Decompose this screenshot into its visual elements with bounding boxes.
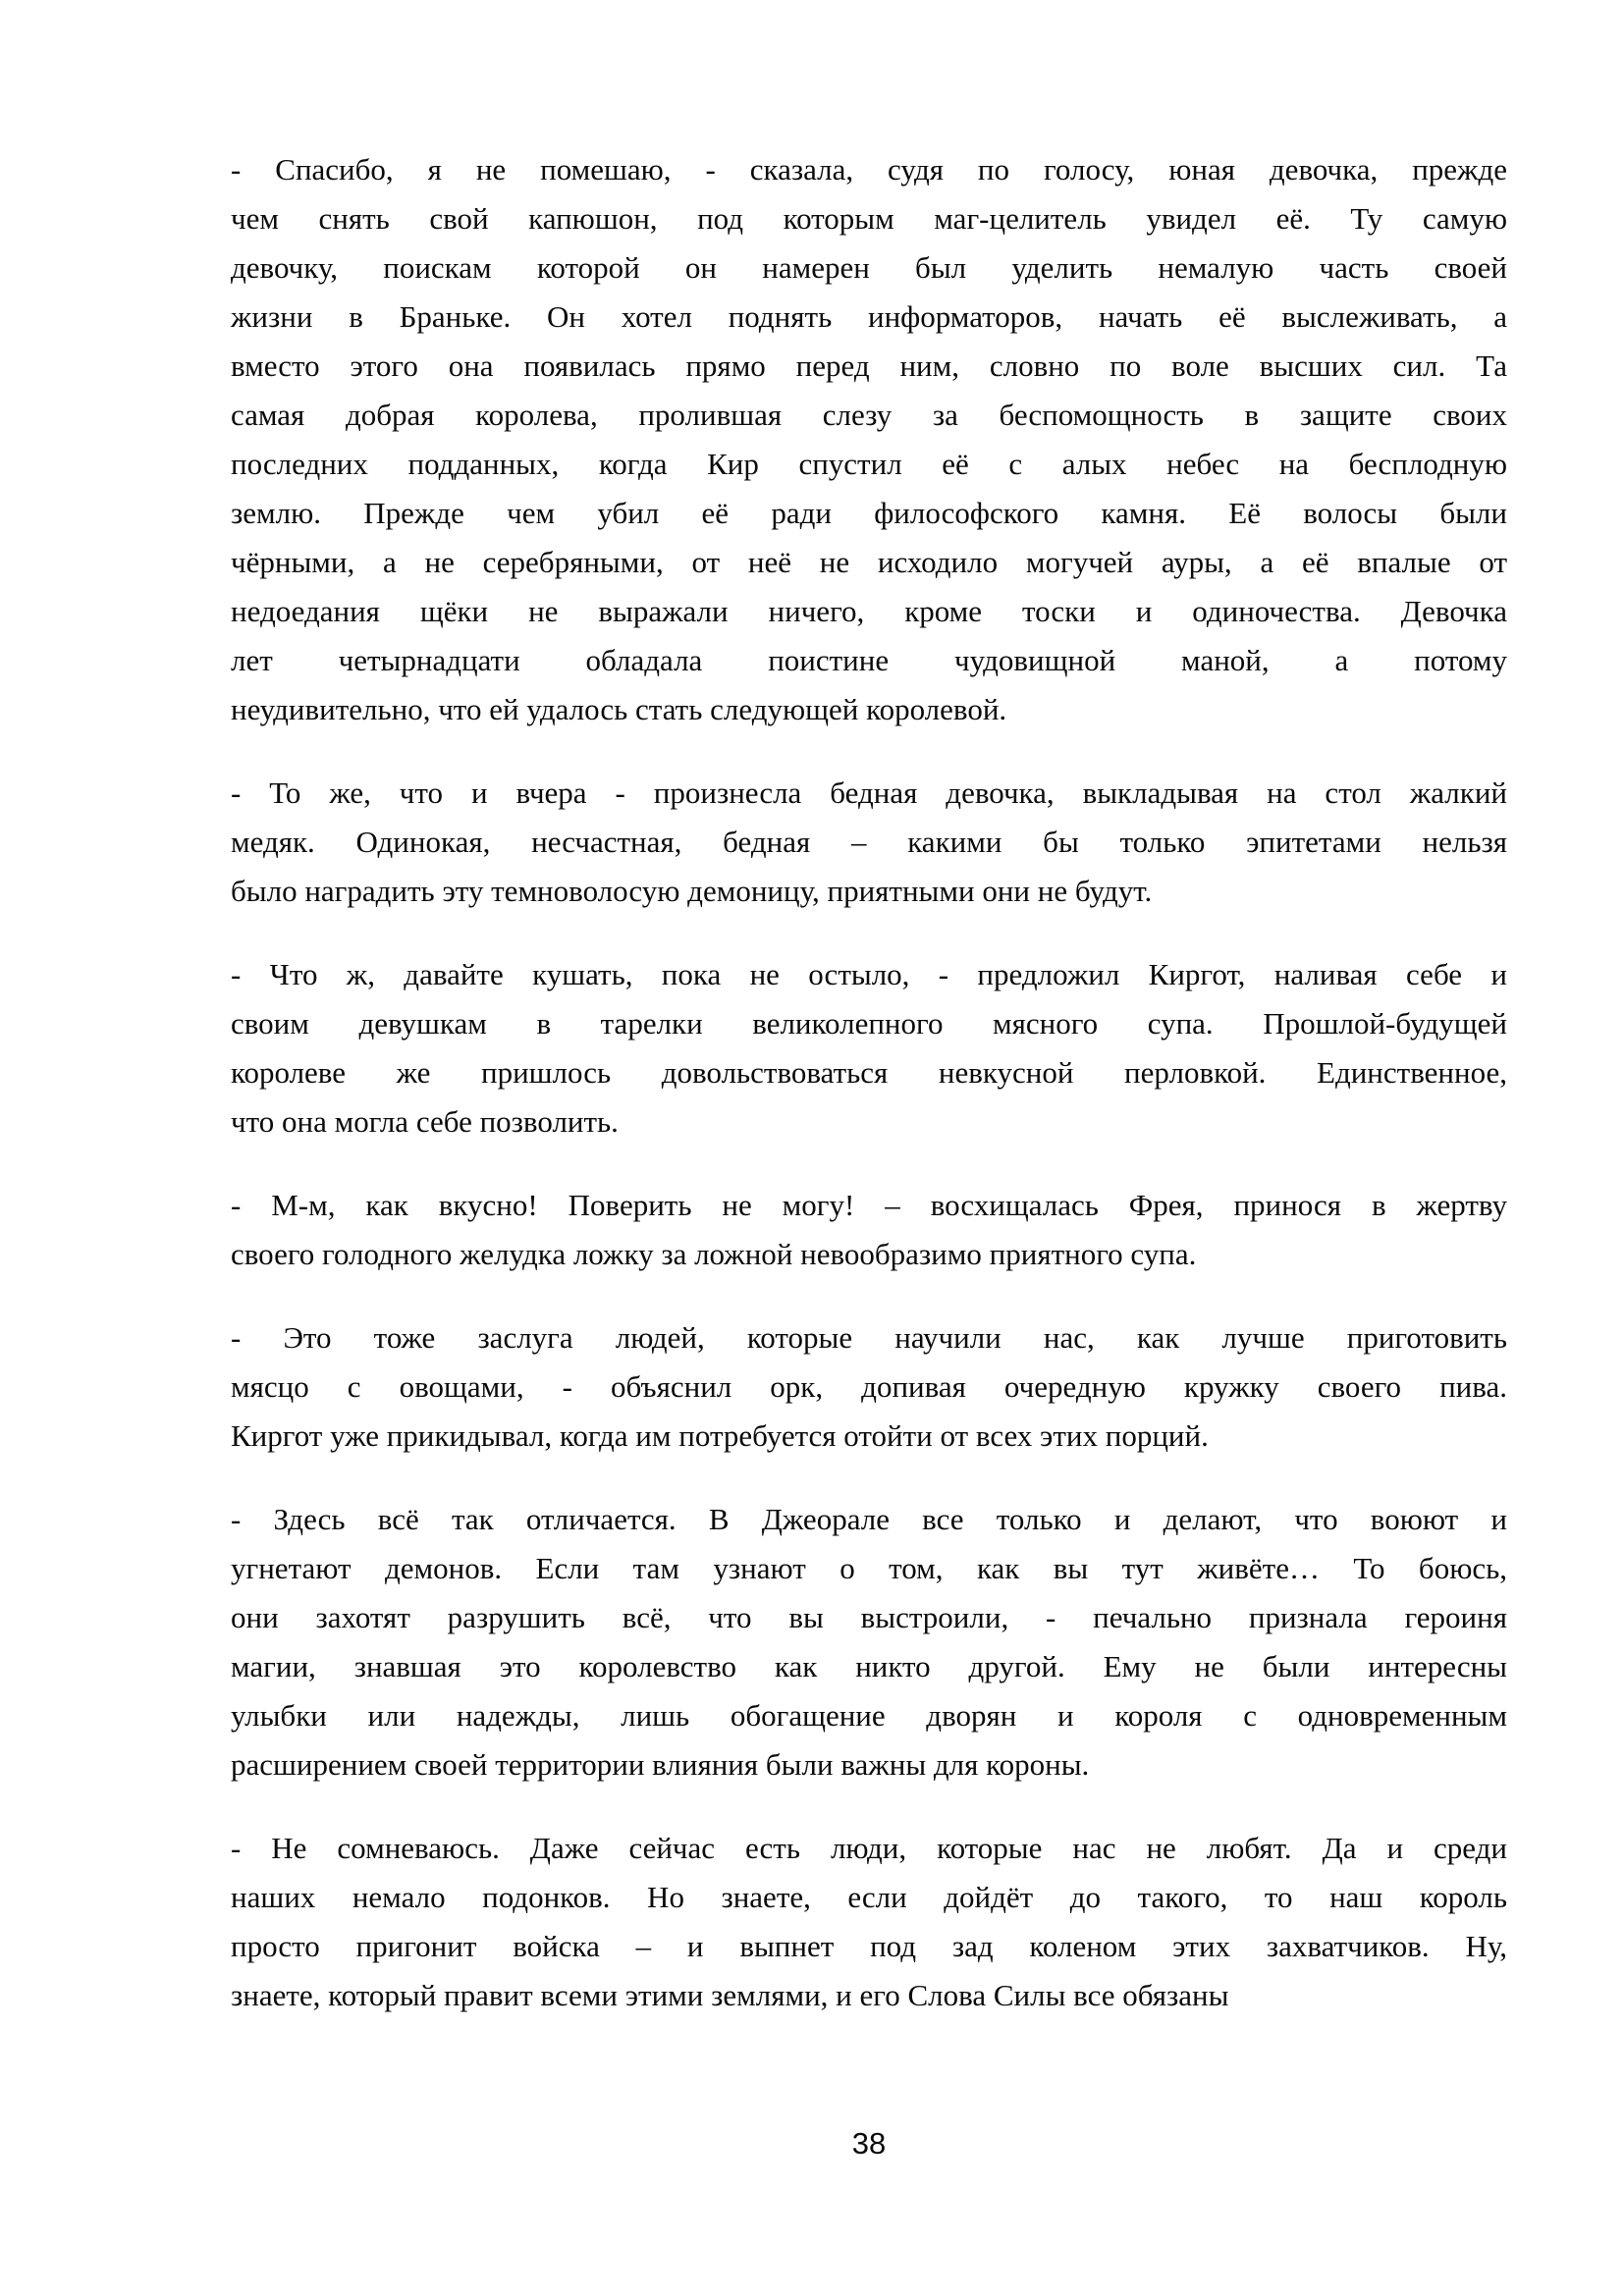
text-line: - То же, что и вчера - произнесла бедная девочка, выкладывая на стол жалкий (231, 775, 1507, 810)
text-line: медяк. Одинокая, несчастная, бедная – какими бы только эпитетами нельзя (231, 825, 1507, 859)
paragraph (231, 1824, 1507, 2020)
text-line: - Спасибо, я не помешаю, - сказала, судя по голосу, юная девочка, прежде (231, 152, 1507, 187)
text-line: знаете, который правит всеми этими землями, и его Слова Силы все обязаны (231, 1978, 1229, 2012)
text-line: жизни в Браньке. Он хотел поднять информаторов, начать её выслеживать, а (231, 299, 1507, 334)
text-line: - Здесь всё так отличается. В Джеорале все только и делают, что воюют и (231, 1502, 1507, 1536)
text-line: угнетают демонов. Если там узнают о том, как вы тут живёте… То боюсь, (231, 1551, 1507, 1585)
paragraph (231, 1181, 1507, 1279)
text-line: Киргот уже прикидывал, когда им потребуется отойти от всех этих порций. (231, 1418, 1209, 1453)
text-line: лет четырнадцати обладала поистине чудовищной маной, а потому (231, 643, 1507, 677)
text-line: мясцо с овощами, - объяснил орк, допивая очередную кружку своего пива. (231, 1369, 1507, 1404)
text-line: землю. Прежде чем убил её ради философского камня. Её волосы были (231, 496, 1507, 530)
text-line: - Это тоже заслуга людей, которые научили нас, как лучше приготовить (231, 1320, 1507, 1355)
paragraph (231, 1313, 1507, 1461)
text-line: самая добрая королева, пролившая слезу за беспомощность в защите своих (231, 398, 1507, 432)
text-line: улыбки или надежды, лишь обогащение дворян и короля с одновременным (231, 1698, 1507, 1733)
text-line: своего голодного желудка ложку за ложной невообразимо приятного супа. (231, 1237, 1197, 1271)
paragraph (231, 145, 1507, 734)
paragraph (231, 1495, 1507, 1789)
text-line: магии, знавшая это королевство как никто другой. Ему не были интересны (231, 1649, 1507, 1683)
text-line: девочку, поискам которой он намерен был уделить немалую часть своей (231, 250, 1507, 285)
text-line: недоедания щёки не выражали ничего, кроме тоски и одиночества. Девочка (231, 594, 1507, 628)
text-line: последних подданных, когда Кир спустил её с алых небес на бесплодную (231, 447, 1507, 481)
text-line: своим девушкам в тарелки великолепного мясного супа. Прошлой-будущей (231, 1006, 1507, 1041)
text-line: чем снять свой капюшон, под которым маг-целитель увидел её. Ту самую (231, 201, 1507, 236)
text-line: вместо этого она появилась прямо перед ним, словно по воле высших сил. Та (231, 348, 1507, 383)
page-footer (231, 2124, 1507, 2163)
text-line: чёрными, а не серебряными, от неё не исходило могучей ауры, а её впалые от (231, 545, 1507, 579)
paragraph (231, 950, 1507, 1147)
text-block (231, 145, 1507, 2020)
paragraph (231, 769, 1507, 916)
text-line: наших немало подонков. Но знаете, если дойдёт до такого, то наш король (231, 1880, 1507, 1914)
text-line: просто пригонит войска – и выпнет под зад коленом этих захватчиков. Ну, (231, 1929, 1507, 1963)
text-line: - М-м, как вкусно! Поверить не могу! – восхищалась Фрея, принося в жертву (231, 1188, 1507, 1222)
text-line: что она могла себе позволить. (231, 1104, 619, 1139)
text-line: неудивительно, что ей удалось стать следующей королевой. (231, 692, 1007, 726)
page-number: 38 (851, 2126, 887, 2161)
text-line: они захотят разрушить всё, что вы выстроили, - печально признала героиня (231, 1600, 1507, 1634)
text-line: было наградить эту темноволосую демоницу, приятными они не будут. (231, 874, 1153, 908)
text-line: королеве же пришлось довольствоваться невкусной перловкой. Единственное, (231, 1055, 1507, 1090)
text-line: - Что ж, давайте кушать, пока не остыло, - предложил Киргот, наливая себе и (231, 957, 1507, 991)
text-line: - Не сомневаюсь. Даже сейчас есть люди, которые нас не любят. Да и среди (231, 1831, 1507, 1865)
text-line: расширением своей территории влияния были важны для короны. (231, 1747, 1090, 1782)
